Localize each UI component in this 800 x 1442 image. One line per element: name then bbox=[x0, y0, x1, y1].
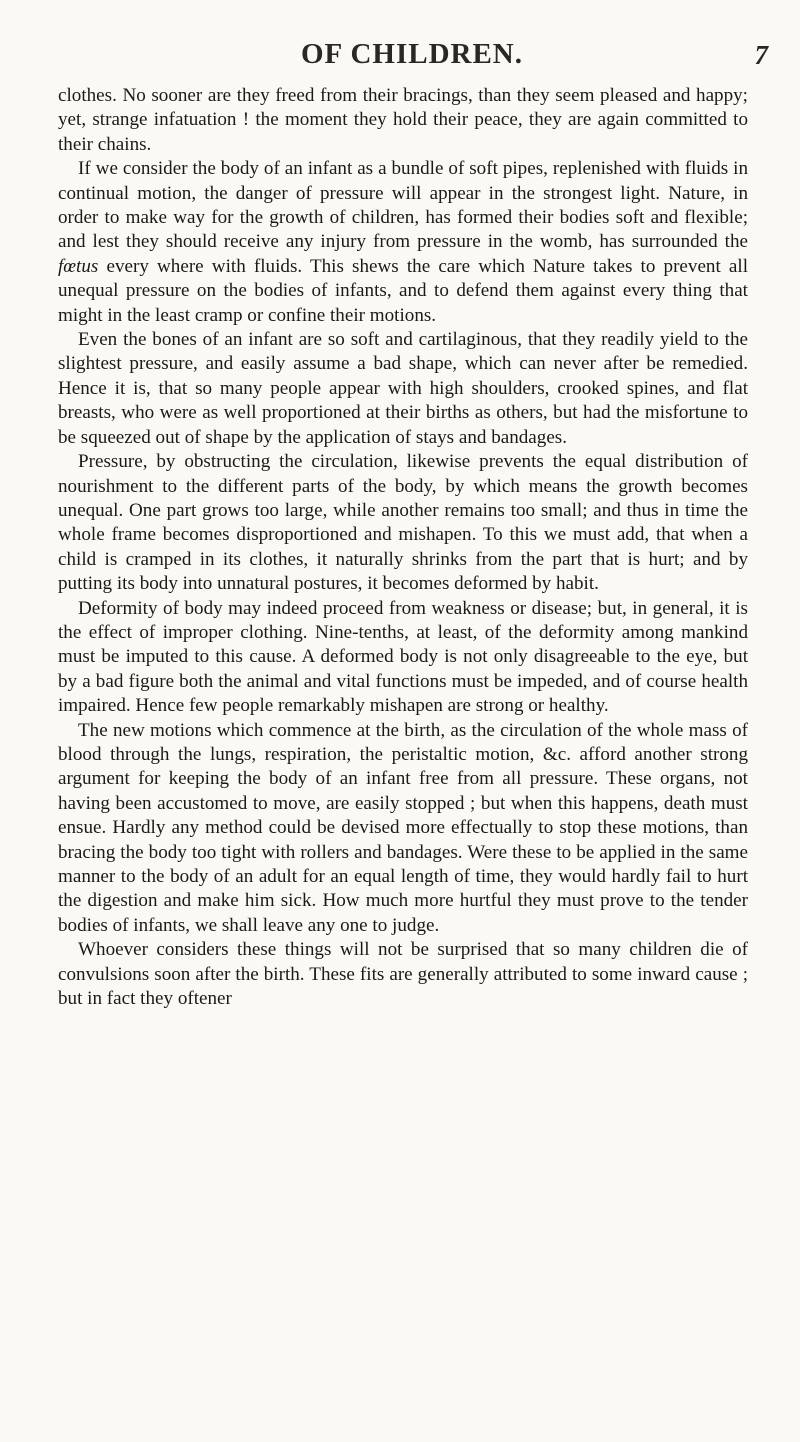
paragraph bbox=[58, 157, 748, 328]
paragraph bbox=[58, 450, 748, 596]
page-number: 7 bbox=[754, 40, 768, 70]
paragraph-text: Pressure, by obstructing the circulation, likewise prevents the equal distribution of nourishment to the different parts of the body, by which means the growth becomes unequal. One part grows too large, while another remains too small; and thus in time the whole frame becomes disproportioned and mishapen. To this we must add, that when a child is cramped in its clothes, it naturally shrinks from the part that is hurt; and by putting its body into unnatural postures, it becomes deformed by habit. bbox=[58, 451, 748, 595]
paragraph-text: Deformity of body may indeed proceed from weakness or disease; but, in general, it is the effect of improper clothing. Nine-tenths, at least, of the deformity among mankind must be imputed to this cause. A deformed body is not only disagreeable to the eye, but by a bad figure both the animal and vital functions must be impeded, and of course health impaired. Hence few people remarkably mishapen are strong or healthy. bbox=[58, 597, 748, 717]
paragraph bbox=[58, 84, 748, 157]
paragraph-text-after: every where with fluids. This shews the care which Nature takes to prevent all unequal pressure on the bodies of infants, and to defend them against every thing that might in the least cramp or confine their motions. bbox=[58, 255, 748, 326]
paragraph-text: The new motions which commence at the birth, as the circulation of the whole mass of blood through the lungs, respiration, the peristaltic motion, &c. afford another strong argument for keeping the body of an infant free from all pressure. These organs, not having been accustomed to move, are easily stopped ; but when this happens, death must ensue. Hardly any method could be devised more effectually to stop these motions, than bracing the body too tight with rollers and bandages. Were these to be applied in the same manner to the body of an adult for an equal length of time, they would hardly fail to hurt the digestion and make him sick. How much more hurtful they must prove to the tender bodies of infants, we shall leave any one to judge. bbox=[58, 719, 748, 936]
paragraph bbox=[58, 597, 748, 719]
paragraph bbox=[58, 719, 748, 939]
body-text bbox=[58, 84, 748, 1011]
paragraph-text: clothes. No sooner are they freed from their bracings, than they seem pleased and happy; yet, strange infatuation ! the moment they hold their peace, they are again committed to their chains. bbox=[58, 85, 748, 155]
running-head bbox=[92, 38, 768, 78]
paragraph-text: Whoever considers these things will not be surprised that so many children die of convulsions soon after the birth. These fits are generally attributed to some inward cause ; but in fact they oftener bbox=[58, 939, 748, 1010]
paragraph bbox=[58, 938, 748, 1011]
italic-term: fœtus bbox=[58, 255, 99, 277]
running-title: OF CHILDREN. bbox=[301, 38, 523, 70]
paragraph bbox=[58, 328, 748, 450]
paragraph-text-before: If we consider the body of an infant as a bundle of soft pipes, replenished with fluids in continual motion, the danger of pressure will appear in the strongest light. Nature, in order to make way for the growth of children, has formed their bodies soft and flexible; and lest they should receive any injury from pressure in the womb, has surrounded the bbox=[58, 158, 748, 253]
paragraph-text: Even the bones of an infant are so soft and cartilaginous, that they readily yield to the slightest pressure, and easily assume a bad shape, which can never after be remedied. Hence it is, that so many people appear with high shoulders, crooked spines, and flat breasts, who were as well proportioned at their births as others, but had the misfortune to be squeezed out of shape by the application of stays and bandages. bbox=[58, 329, 748, 448]
